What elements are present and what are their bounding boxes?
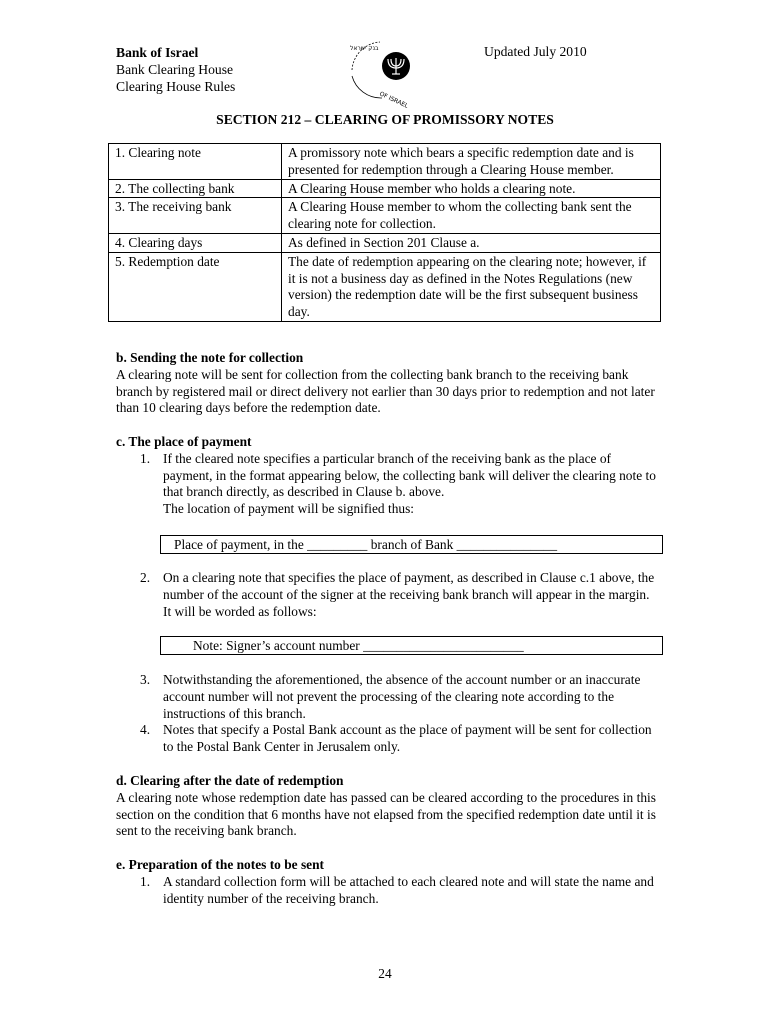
- list-number: 3.: [140, 672, 151, 687]
- definition-cell: A promissory note which bears a specific redemption date and is presented for redemption through a Clearing House member.: [282, 144, 661, 180]
- list-text: If the cleared note specifies a particular branch of the receiving bank as the place of payment, in the format appearing below, the collecting bank will deliver the clearing note to that branch directly, as described in Clause b. above.: [163, 450, 656, 500]
- definition-cell: A Clearing House member to whom the collecting bank sent the clearing note for collection.: [282, 198, 661, 234]
- rules-title: Clearing House Rules: [116, 79, 236, 94]
- updated-date: Updated July 2010: [484, 44, 587, 59]
- list-text: On a clearing note that specifies the place of payment, as described in Clause c.1 above, the number of the account of the signer at the receiving bank branch will appear in the margin. It will be worded as follows:: [163, 570, 655, 619]
- section-c-items-3-4: [116, 672, 656, 756]
- section-e-heading: e. Preparation of the notes to be sent: [116, 857, 325, 872]
- list-item: [116, 570, 656, 620]
- term-cell: 3. The receiving bank: [109, 198, 282, 234]
- section-b: [116, 350, 656, 417]
- section-e: [116, 857, 656, 907]
- section-c: [116, 434, 656, 518]
- place-of-payment-text: Place of payment, in the _________ branch of Bank _______________: [174, 537, 558, 552]
- table-row: [109, 252, 661, 321]
- term-cell: 1. Clearing note: [109, 144, 282, 180]
- list-number: 1.: [140, 450, 151, 466]
- table-row: [109, 179, 661, 198]
- org-name: Bank of Israel: [116, 45, 199, 60]
- table-row: [109, 144, 661, 180]
- list-number: 1.: [140, 873, 151, 889]
- term-cell: 2. The collecting bank: [109, 179, 282, 198]
- term-cell: 4. Clearing days: [109, 233, 282, 252]
- signer-account-box: [160, 636, 663, 655]
- table-row: [109, 198, 661, 234]
- term-cell: 5. Redemption date: [109, 252, 282, 321]
- list-text: A standard collection form will be attached to each cleared note and will state the name and identity number of the receiving branch.: [163, 873, 654, 906]
- svg-text:OF ISRAEL: OF ISRAEL: [378, 90, 410, 110]
- section-d: [116, 773, 656, 840]
- section-c-item-2: [116, 570, 656, 620]
- header-left: [116, 44, 235, 95]
- list-item: [116, 722, 656, 756]
- definition-cell: The date of redemption appearing on the clearing note; however, if it is not a business day as defined in the Notes Regulations (new version) the redemption date will be the first subsequent business day.: [282, 252, 661, 321]
- list-extra-text: The location of payment will be signified thus:: [163, 501, 415, 517]
- svg-text:בנק ישראל: בנק ישראל: [350, 45, 379, 52]
- definitions-table: [108, 143, 661, 322]
- list-number: 4.: [140, 722, 151, 738]
- list-text: Notes that specify a Postal Bank account as the place of payment will be sent for collection to the Postal Bank Center in Jerusalem only.: [163, 722, 652, 755]
- bank-seal-logo: [340, 36, 424, 110]
- section-b-text: A clearing note will be sent for collection from the collecting bank branch to the receiving bank branch by registered mail or direct delivery not earlier than 30 days prior to redemption and not later than 10 clearing days before the redemption date.: [116, 366, 655, 416]
- signer-account-text: Note: Signer’s account number ________________________: [193, 638, 524, 653]
- section-d-heading: d. Clearing after the date of redemption: [116, 773, 344, 788]
- page-number: 24: [378, 966, 392, 981]
- section-d-text: A clearing note whose redemption date has passed can be cleared according to the procedures in this section on the condition that 6 months have not elapsed from the specified redemption date until it is sent to the receiving bank branch.: [116, 789, 656, 839]
- list-item: [116, 451, 656, 518]
- list-number: 2.: [140, 570, 151, 585]
- place-of-payment-box: [160, 535, 663, 554]
- list-text: Notwithstanding the aforementioned, the absence of the account number or an inaccurate account number will not prevent the processing of the clearing note according to the instructions of this branch.: [163, 672, 641, 721]
- section-b-heading: b. Sending the note for collection: [116, 350, 304, 365]
- definition-cell: As defined in Section 201 Clause a.: [282, 233, 661, 252]
- table-row: [109, 233, 661, 252]
- section-c-heading: c. The place of payment: [116, 434, 252, 449]
- section-title: SECTION 212 – CLEARING OF PROMISSORY NOTES: [216, 112, 554, 127]
- list-item: [116, 874, 656, 908]
- list-item: [116, 672, 656, 722]
- department-name: Bank Clearing House: [116, 62, 234, 77]
- definition-cell: A Clearing House member who holds a clearing note.: [282, 179, 661, 198]
